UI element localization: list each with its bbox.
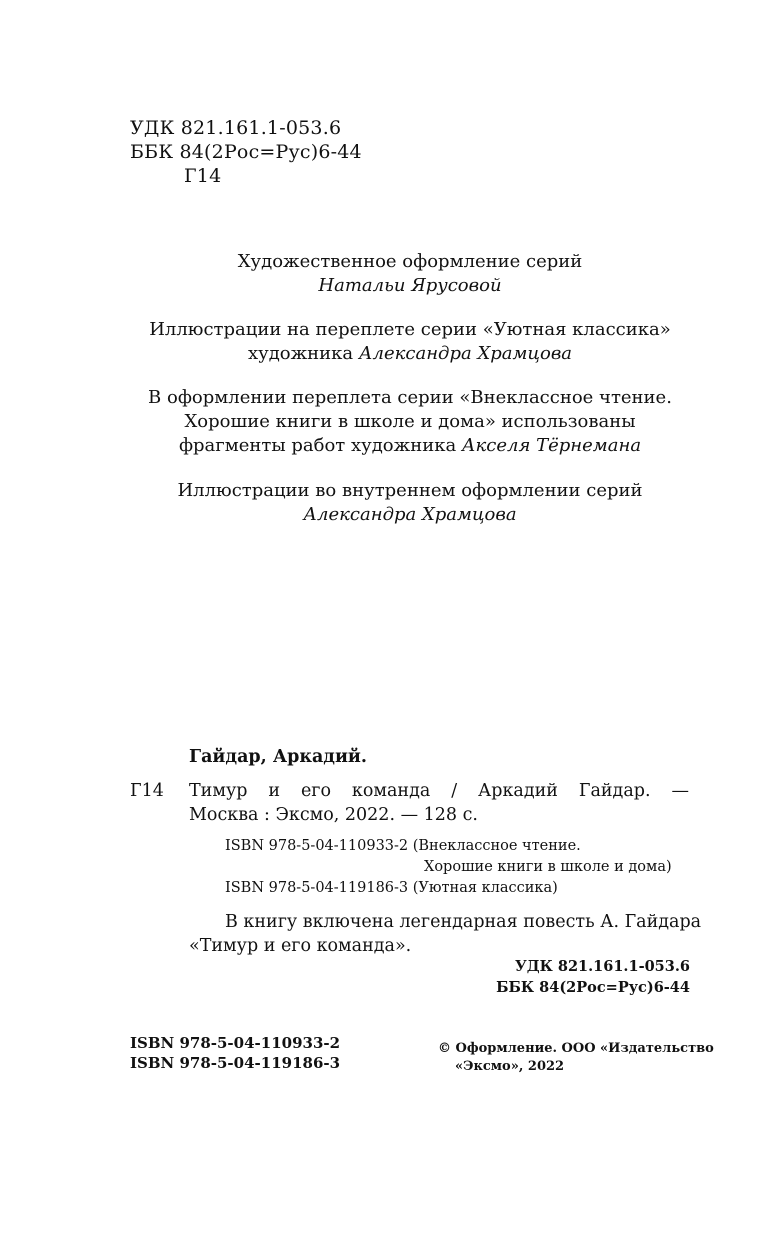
- cover-ill-prefix: художника: [247, 343, 354, 364]
- credits-series-design: [90, 250, 730, 298]
- bib-isbn2: ISBN 978-5-04-119186-3 (Уютная классика): [225, 880, 558, 896]
- bib-imprint: Москва : Эксмо, 2022. — 128 с.: [189, 805, 478, 825]
- cover-design-line3: [90, 434, 730, 458]
- bib-title-word: Тимур: [189, 781, 248, 801]
- author-mark: Г14: [184, 165, 222, 187]
- credits-inner-illustrations: [90, 479, 730, 527]
- cover-ill-line2: [90, 342, 730, 366]
- cover-design-line1: В оформлении переплета серии «Внеклассное чтение.: [148, 387, 672, 408]
- bib-title-word: Аркадий: [478, 781, 558, 801]
- bbk-code: ББК 84(2Рос=Рус)6-44: [130, 141, 362, 163]
- bib-mark: Г14: [130, 781, 164, 801]
- inner-ill-label: Иллюстрации во внутреннем оформлении серий: [177, 480, 643, 501]
- bib-title-line: [189, 779, 689, 803]
- cover-design-line2: Хорошие книги в школе и дома» использованы: [184, 411, 636, 432]
- bib-udk: УДК 821.161.1-053.6: [514, 958, 690, 975]
- inner-ill-author: Александра Храмцова: [303, 504, 517, 525]
- bib-annotation-line2: «Тимур и его команда».: [189, 936, 412, 956]
- copyright-line1: © Оформление. ООО «Издательство: [438, 1041, 714, 1056]
- credits-cover-design: [90, 386, 730, 458]
- bib-author: Гайдар, Аркадий.: [189, 747, 368, 767]
- udk-code: УДК 821.161.1-053.6: [130, 117, 342, 139]
- cover-design-prefix: фрагменты работ художника: [178, 435, 457, 456]
- copyright-line2: «Эксмо», 2022: [455, 1059, 565, 1074]
- cover-ill-line1: Иллюстрации на переплете серии «Уютная классика»: [149, 319, 671, 340]
- footer-isbn2: ISBN 978-5-04-119186-3: [130, 1054, 341, 1072]
- bib-title-word: —: [671, 781, 689, 801]
- bib-annotation-line1: В книгу включена легендарная повесть А. Гайдара: [225, 912, 702, 932]
- bib-bbk: ББК 84(2Рос=Рус)6-44: [496, 979, 690, 996]
- bib-title-word: Гайдар.: [578, 781, 651, 801]
- cover-design-author: Акселя Тёрнемана: [461, 435, 642, 456]
- bib-isbn1: ISBN 978-5-04-110933-2 (Внеклассное чтение.: [225, 838, 581, 854]
- bib-title-word: и: [268, 781, 281, 801]
- bib-title-word: его: [300, 781, 331, 801]
- bib-isbn1-cont: Хорошие книги в школе и дома): [424, 859, 672, 875]
- credits-cover-illustrations: [90, 318, 730, 366]
- bib-title-word: команда: [351, 781, 431, 801]
- cover-ill-author: Александра Храмцова: [358, 343, 573, 364]
- series-design-author: Натальи Ярусовой: [318, 275, 502, 296]
- footer-isbn1: ISBN 978-5-04-110933-2: [130, 1034, 341, 1052]
- series-design-label: Художественное оформление серий: [237, 251, 583, 272]
- bib-title-word: /: [451, 781, 458, 801]
